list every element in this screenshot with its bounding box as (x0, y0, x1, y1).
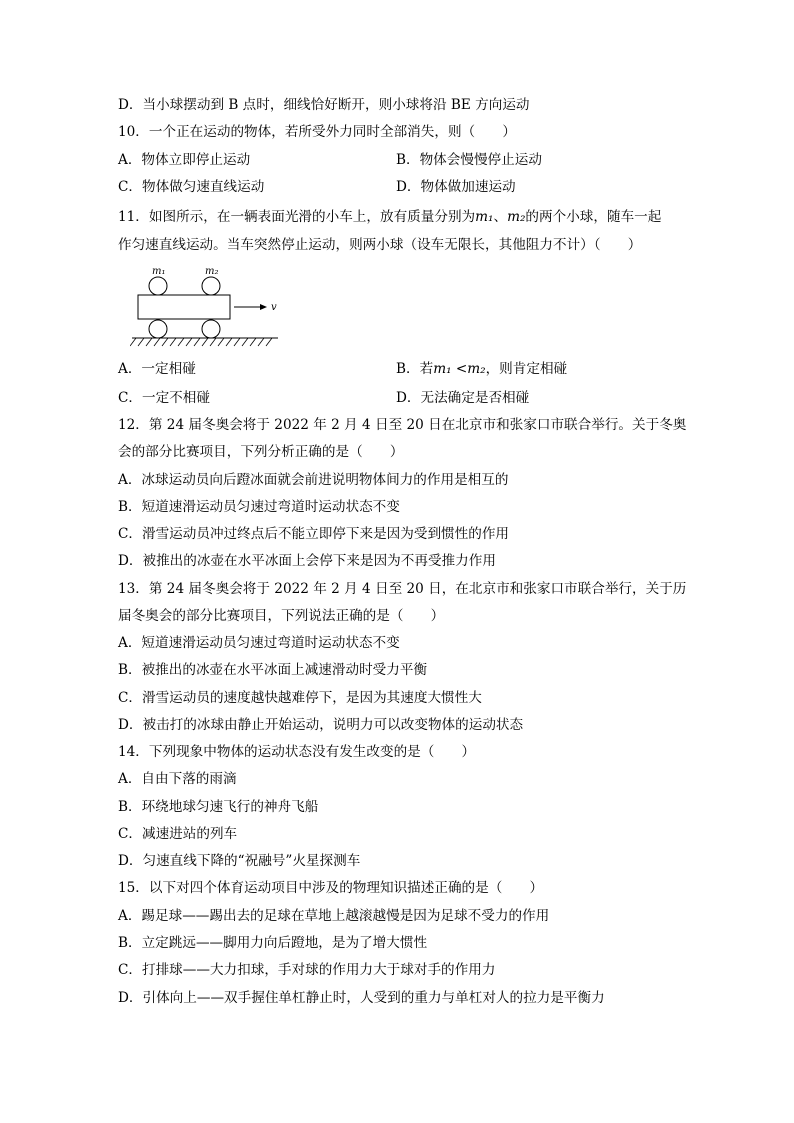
cart-figure (130, 262, 280, 352)
q11-option-a: A．一定相碰 (118, 361, 196, 377)
q15-option-d: D．引体向上——双手握住单杠静止时，人受到的重力与单杠对人的拉力是平衡力 (118, 990, 605, 1006)
q11-option-b-pre: B．若 (396, 361, 434, 377)
q11-sep: 、 (493, 209, 508, 225)
q14-option-d: D．匀速直线下降的“祝融号”火星探测车 (118, 853, 361, 869)
q10-option-a: A．物体立即停止运动 (118, 152, 251, 168)
q10-option-d: D．物体做加速运动 (396, 179, 516, 195)
q11-stem-text-a: 11．如图所示，在一辆表面光滑的小车上，放有质量分别为 (118, 209, 476, 225)
q11-option-b (396, 360, 567, 378)
q13-option-b: B．被推出的冰壶在水平冰面上减速滑动时受力平衡 (118, 662, 428, 678)
q13-option-c: C．滑雪运动员的速度越快越难停下，是因为其速度大惯性大 (118, 690, 482, 706)
q13-stem-line1: 13．第 24 届冬奥会将于 2022 年 2 月 4 日至 20 日，在北京市和张家口市联合举行，关于历 (118, 581, 687, 597)
velocity-arrow-head (260, 304, 267, 310)
velocity-label: v (271, 302, 277, 313)
q9-option-d: D．当小球摆动到 B 点时，细线恰好断开，则小球将沿 BE 方向运动 (118, 97, 530, 113)
q11-option-c: C．一定不相碰 (118, 390, 210, 406)
q15-option-a: A．踢足球——踢出去的足球在草地上越滚越慢是因为足球不受力的作用 (118, 908, 550, 924)
q11-m1: m₁ (475, 209, 494, 225)
q11-stem-line2: 作匀速直线运动。当车突然停止运动，则两小球（设车无限长，其他阻力不计）（ ） (118, 237, 642, 253)
cart-wheel-right (202, 320, 220, 338)
q14-stem: 14．下列现象中物体的运动状态没有发生改变的是（ ） (118, 744, 476, 760)
cart-wheel-left (149, 320, 167, 338)
q14-option-a: A．自由下落的雨滴 (118, 771, 237, 787)
q10-option-b: B．物体会慢慢停止运动 (396, 152, 542, 168)
q11-m2: m₂ (507, 209, 526, 225)
q12-option-d: D．被推出的冰壶在水平冰面上会停下来是因为不再受推力作用 (118, 553, 496, 569)
ground-hatching (130, 338, 272, 346)
q14-option-c: C．减速进站的列车 (118, 826, 238, 842)
q11-stem-line1 (118, 208, 661, 226)
q10-stem: 10．一个正在运动的物体，若所受外力同时全部消失，则（ ） (118, 124, 516, 140)
q13-stem-line2: 届冬奥会的部分比赛项目，下列说法正确的是（ ） (118, 608, 445, 624)
q12-option-c: C．滑雪运动员冲过终点后不能立即停下来是因为受到惯性的作用 (118, 526, 510, 542)
q15-stem: 15．以下对四个体育运动项目中涉及的物理知识描述正确的是（ ） (118, 880, 544, 896)
cart-body (138, 295, 230, 319)
q11-stem-text-b: 的两个小球，随车一起 (525, 209, 662, 225)
q12-stem-line2: 会的部分比赛项目，下列分析正确的是（ ） (118, 444, 404, 460)
q15-option-b: B．立定跳远——脚用力向后蹬地，是为了增大惯性 (118, 935, 428, 951)
q10-option-c: C．物体做匀速直线运动 (118, 179, 265, 195)
q13-option-a: A．短道速滑运动员匀速过弯道时运动状态不变 (118, 635, 400, 651)
q12-option-b: B．短道速滑运动员匀速过弯道时运动状态不变 (118, 499, 400, 515)
q12-stem-line1: 12．第 24 届冬奥会将于 2022 年 2 月 4 日至 20 日在北京市和张家口市联合举行。关于冬奥 (118, 417, 687, 433)
q11-option-b-math: m₁ <m₂ (433, 361, 486, 377)
figure-label-m2: m₂ (205, 266, 219, 277)
q12-option-a: A．冰球运动员向后蹬冰面就会前进说明物体间力的作用是相互的 (118, 472, 509, 488)
q11-option-d: D．无法确定是否相碰 (396, 390, 530, 406)
q14-option-b: B．环绕地球匀速飞行的神舟飞船 (118, 799, 319, 815)
ball-m2 (202, 277, 220, 295)
q13-option-d: D．被击打的冰球由静止开始运动，说明力可以改变物体的运动状态 (118, 717, 524, 733)
q11-option-b-post: ，则肯定相碰 (485, 361, 568, 377)
figure-label-m1: m₁ (152, 266, 166, 277)
ball-m1 (149, 277, 167, 295)
q15-option-c: C．打排球——大力扣球，手对球的作用力大于球对手的作用力 (118, 962, 496, 978)
